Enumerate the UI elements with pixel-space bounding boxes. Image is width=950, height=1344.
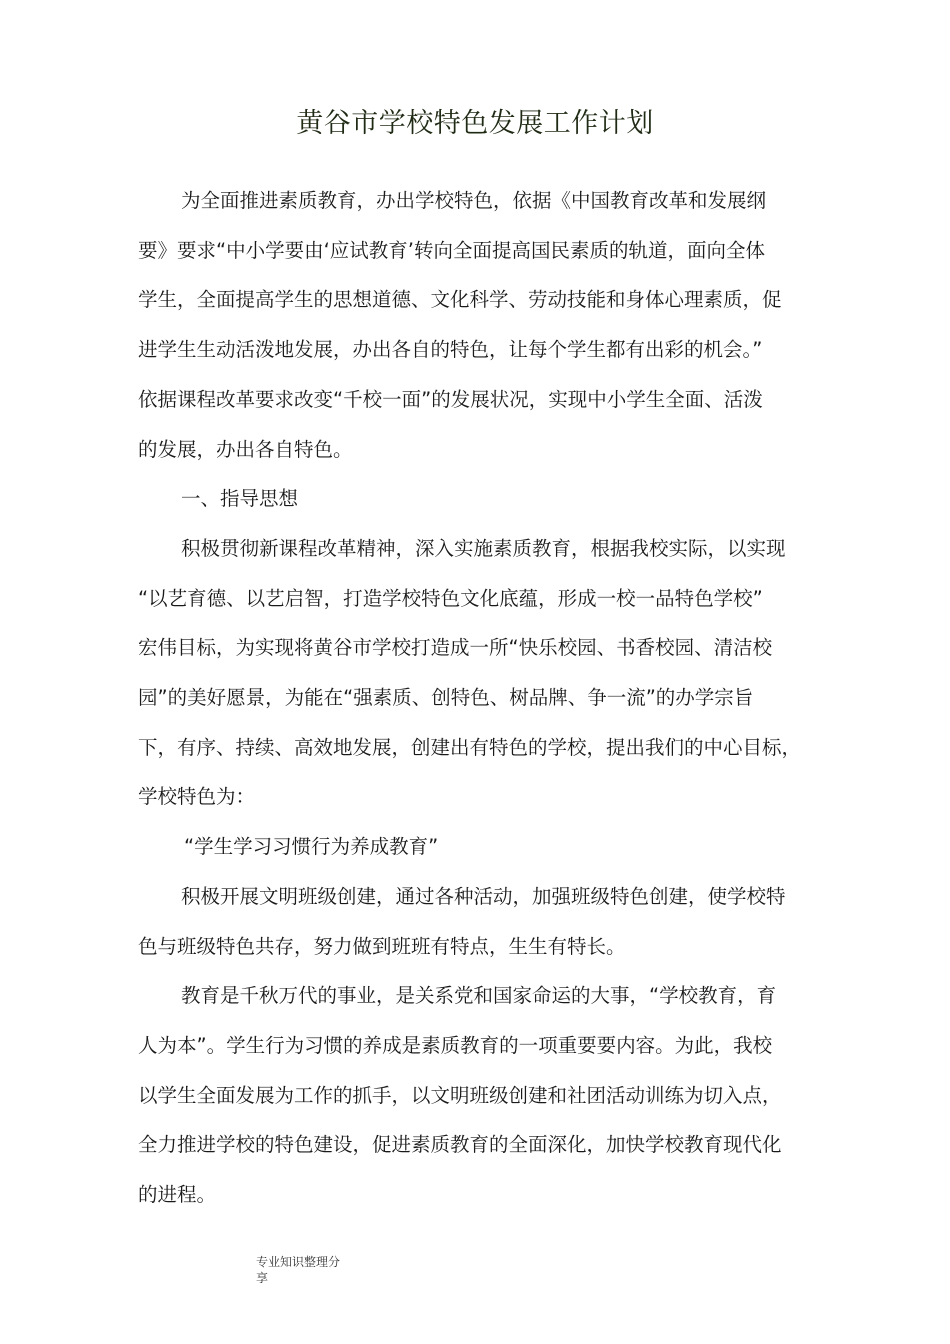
text-line: “以艺育德、以艺启智，打造学校特色文化底蕴，形成一校一品特色学校” xyxy=(138,586,763,610)
text-line: 以学生全面发展为工作的抓手，以文明班级创建和社团活动训练为切入点， xyxy=(138,1083,782,1107)
document-title: 黄谷市学校特色发展工作计划 xyxy=(296,108,654,139)
section-heading xyxy=(138,474,838,524)
heading-guiding-ideology: 一、指导思想 xyxy=(181,487,299,511)
text-line: 全力推进学校的特色建设，促进素质教育的全面深化，加快学校教育现代化 xyxy=(138,1133,782,1157)
text-line: 下，有序、持续、高效地发展，创建出有特色的学校，提出我们的中心目标， xyxy=(138,735,802,759)
page-footer xyxy=(256,1254,366,1286)
text-line: 为全面推进素质教育，办出学校特色，依据《中国教育改革和发展纲 xyxy=(181,189,767,212)
text-line: 人为本”。学生行为习惯的养成是素质教育的一项重要要内容。为此，我校 xyxy=(138,1033,773,1057)
text-line: 的发展，办出各自特色。 xyxy=(138,437,353,461)
text-line: 色与班级特色共存，努力做到班班有特点，生生有特长。 xyxy=(138,934,626,958)
document-body xyxy=(138,176,838,1220)
paragraph-guiding xyxy=(138,524,838,822)
text-line: 的进程。 xyxy=(138,1183,217,1207)
text-line: 积极贯彻新课程改革精神，深入实施素质教育，根据我校实际，以实现 xyxy=(181,536,786,560)
text-line: 学校特色为： xyxy=(138,785,256,809)
footer-line: 专业知识整理分 xyxy=(256,1255,341,1269)
text-line: 进学生生动活泼地发展，办出各自的特色，让每个学生都有出彩的机会。” xyxy=(138,338,763,362)
text-line: 学生，全面提高学生的思想道德、文化科学、劳动技能和身体心理素质，促 xyxy=(138,288,782,312)
text-line: 依据课程改革要求改变“千校一面”的发展状况，实现中小学生全面、活泼 xyxy=(138,387,763,411)
text-line: 园”的美好愿景，为能在“强素质、创特色、树品牌、争一流”的办学宗旨 xyxy=(138,686,754,710)
paragraph-class-creation xyxy=(138,872,838,971)
paragraph-education xyxy=(138,971,838,1220)
text-line: 教育是千秋万代的事业，是关系党和国家命运的大事，“学校教育，育 xyxy=(181,984,777,1008)
feature-slogan: “学生学习习惯行为养成教育” xyxy=(184,835,439,859)
footer-line: 享 xyxy=(256,1271,269,1285)
text-line: 积极开展文明班级创建，通过各种活动，加强班级特色创建，使学校特 xyxy=(181,884,786,908)
text-line: 要》要求“中小学要由‘应试教育’转向全面提高国民素质的轨道，面向全体 xyxy=(138,238,765,262)
paragraph-intro xyxy=(138,176,838,474)
school-feature-quote xyxy=(138,822,838,872)
text-line: 宏伟目标，为实现将黄谷市学校打造成一所“快乐校园、书香校园、清洁校 xyxy=(138,636,773,660)
